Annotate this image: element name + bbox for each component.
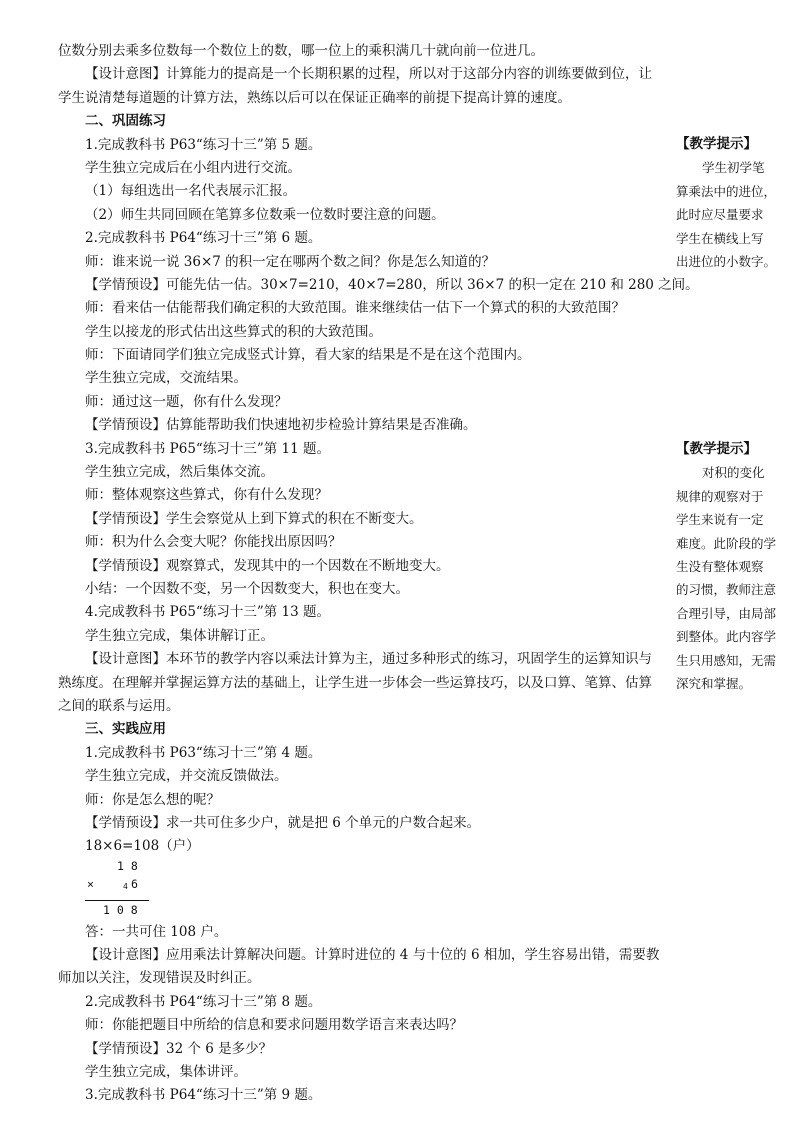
text-line: 【设计意图】应用乘法计算解决问题。计算时进位的 4 与十位的 6 相加，学生容易出错，需要教 <box>85 947 660 964</box>
text-line: 1.完成教科书 P63“练习十三”第 5 题。 <box>85 136 322 153</box>
tip-line: 生没有整体观察 <box>676 558 764 574</box>
text-line: 小结：一个因数不变，另一个因数变大，积也在变大。 <box>85 580 409 597</box>
teaching-tip-1 <box>676 133 776 273</box>
text-line: 4.完成教科书 P65“练习十三”第 13 题。 <box>85 604 330 621</box>
tip-line: 算乘法中的进位， <box>676 183 777 199</box>
text-line: 学生以接龙的形式估出这些算式的积的大致范围。 <box>85 323 382 340</box>
text-line: 【设计意图】本环节的教学内容以乘法计算为主，通过多种形式的练习，巩固学生的运算知识与 <box>85 651 652 668</box>
text-line: 学生独立完成，集体讲评。 <box>85 1064 247 1081</box>
text-line: 师：积为什么会变大呢？你能找出原因吗？ <box>85 534 342 551</box>
text-line: 学生独立完成，集体讲解订正。 <box>85 627 274 644</box>
tip-line: 合理引导，由局部 <box>676 605 777 621</box>
calc-times-sign: × <box>87 876 94 891</box>
text-line: 师：看来估一估能帮我们确定积的大致范围。谁来继续估一估下一个算式的积的大致范围？ <box>85 300 625 317</box>
tip-line: 深究和掌握。 <box>676 675 752 691</box>
tip-line: 学生初学笔 <box>702 160 765 176</box>
text-line: 答：一共可住 108 户。 <box>85 923 228 940</box>
text-line: 之间的联系与运用。 <box>58 697 180 714</box>
tip-line: 学生来说有一定 <box>676 512 764 528</box>
calc-multiplicand: 1 8 <box>117 858 138 873</box>
text-line: 师：谁来说一说 36×7 的积一定在哪两个数之间？你是怎么知道的？ <box>85 253 496 270</box>
text-line: 师：你是怎么想的呢？ <box>85 791 220 808</box>
text-line: 18×6=108（户） <box>85 838 200 855</box>
text-line: 【学情预设】32 个 6 是多少？ <box>85 1040 273 1057</box>
calc-carry-digit: 4 <box>123 881 128 891</box>
text-line: 3.完成教科书 P65“练习十三”第 11 题。 <box>85 440 330 457</box>
text-line: 师加以关注，发现错误及时纠正。 <box>58 970 261 987</box>
text-line: 【学情预设】求一共可住多少户，就是把 6 个单元的户数合起来。 <box>85 814 481 831</box>
text-line: 1.完成教科书 P63“练习十三”第 4 题。 <box>85 744 322 761</box>
tip-line: 到整体。此内容学 <box>676 629 777 645</box>
text-line: 2.完成教科书 P64“练习十三”第 8 题。 <box>85 993 322 1010</box>
text-line: 2.完成教科书 P64“练习十三”第 6 题。 <box>85 230 322 247</box>
tip-heading: 【教学提示】 <box>676 441 757 457</box>
text-line: 学生独立完成，然后集体交流。 <box>85 464 274 481</box>
tip-line: 难度。此阶段的学 <box>676 535 777 551</box>
tip-line: 学生在横线上写 <box>676 230 764 246</box>
section-heading: 二、巩固练习 <box>85 113 166 130</box>
text-line: 师：整体观察这些算式，你有什么发现？ <box>85 487 328 504</box>
text-line: （2）师生共同回顾在笔算多位数乘一位数时要注意的问题。 <box>85 206 445 223</box>
text-line: （1）每组选出一名代表展示汇报。 <box>85 183 297 200</box>
calc-rule-line <box>85 900 149 901</box>
text-line: 【学情预设】可能先估一估。30×7=210，40×7=280，所以 36×7 的积一定在 210 和 280 之间。 <box>85 276 699 293</box>
tip-line: 规律的观察对于 <box>676 488 764 504</box>
text-line: 师：下面请同学们独立完成竖式计算，看大家的结果是不是在这个范围内。 <box>85 347 531 364</box>
text-line: 位数分别去乘多位数每一个数位上的数，哪一位上的乘积满几十就向前一位进几。 <box>58 43 544 59</box>
tip-line: 出进位的小数字。 <box>676 253 777 269</box>
text-line: 【学情预设】估算能帮助我们快速地初步检验计算结果是否准确。 <box>85 417 477 434</box>
calc-product: 1 0 8 <box>103 902 138 917</box>
text-line: 3.完成教科书 P64“练习十三”第 9 题。 <box>85 1087 322 1104</box>
main-text <box>58 40 699 1108</box>
tip-heading: 【教学提示】 <box>676 136 757 152</box>
text-line: 学生说清楚每道题的计算方法，熟练以后可以在保证正确率的前提下提高计算的速度。 <box>58 89 571 106</box>
tip-line: 此时应尽量要求 <box>676 207 764 223</box>
section-heading: 三、实践应用 <box>85 721 166 738</box>
text-line: 师：你能把题目中所给的信息和要求问题用数学语言来表达吗？ <box>85 1017 463 1034</box>
text-line: 学生独立完成，交流结果。 <box>85 370 247 387</box>
text-line: 熟练度。在理解并掌握运算方法的基础上，让学生进一步体会一些运算技巧，以及口算、笔算、估算 <box>58 674 652 691</box>
teaching-tip-2 <box>676 438 776 695</box>
text-line: 学生独立完成，并交流反馈做法。 <box>85 768 288 785</box>
tip-line: 对积的变化 <box>702 465 765 481</box>
calc-multiplier: 6 <box>131 876 138 891</box>
text-line: 师：通过这一题，你有什么发现？ <box>85 393 288 410</box>
text-line: 学生独立完成后在小组内进行交流。 <box>85 159 301 176</box>
tip-line: 生只用感知，无需 <box>676 652 777 668</box>
text-line: 【设计意图】计算能力的提高是一个长期积累的过程，所以对于这部分内容的训练要做到位，让 <box>85 66 652 83</box>
tip-line: 的习惯，教师注意 <box>676 582 777 598</box>
text-line: 【学情预设】观察算式，发现其中的一个因数在不断地变大。 <box>85 557 450 574</box>
vertical-multiplication <box>85 859 205 921</box>
text-line: 【学情预设】学生会察觉从上到下算式的积在不断变大。 <box>85 510 423 527</box>
